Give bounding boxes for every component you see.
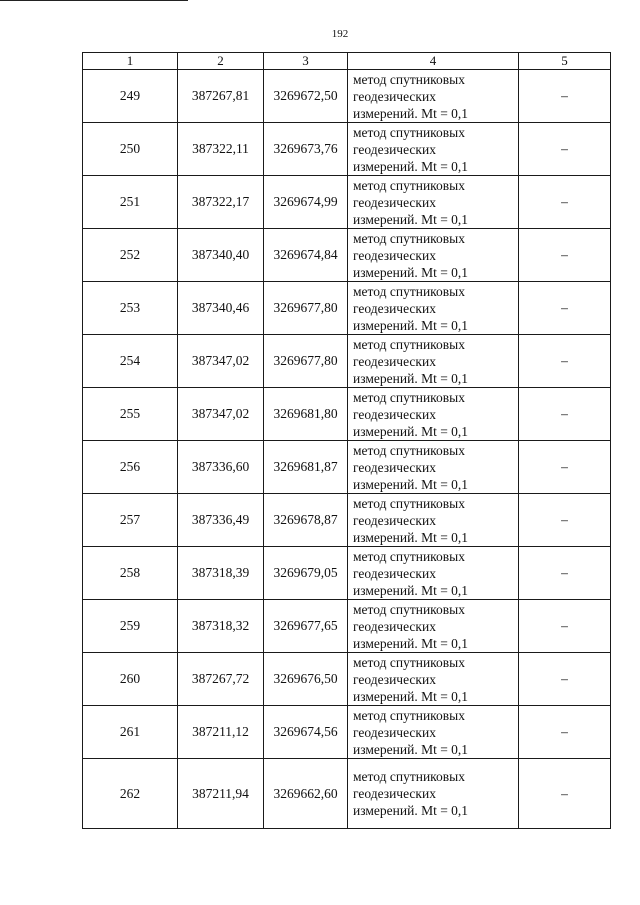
y-coordinate: 3269677,80 xyxy=(264,335,348,388)
table-row xyxy=(83,176,611,229)
point-number: 255 xyxy=(83,388,178,441)
table-row xyxy=(83,282,611,335)
method-line: метод спутниковых xyxy=(353,283,465,299)
column-header-2: 2 xyxy=(178,53,264,70)
point-number: 256 xyxy=(83,441,178,494)
method-line: метод спутниковых xyxy=(353,548,465,564)
point-number: 261 xyxy=(83,706,178,759)
x-coordinate: 387318,39 xyxy=(178,547,264,600)
header-row xyxy=(83,53,611,70)
x-coordinate: 387347,02 xyxy=(178,388,264,441)
note-cell: – xyxy=(519,547,611,600)
table-row xyxy=(83,335,611,388)
table-row xyxy=(83,441,611,494)
table-row xyxy=(83,653,611,706)
method-line: геодезических xyxy=(353,671,436,687)
method-line: геодезических xyxy=(353,618,436,634)
method-description xyxy=(348,547,519,600)
y-coordinate: 3269677,65 xyxy=(264,600,348,653)
method-description xyxy=(348,335,519,388)
method-line: геодезических xyxy=(353,194,436,210)
method-line: метод спутниковых xyxy=(353,442,465,458)
method-line: метод спутниковых xyxy=(353,177,465,193)
x-coordinate: 387340,46 xyxy=(178,282,264,335)
x-coordinate: 387340,40 xyxy=(178,229,264,282)
method-description xyxy=(348,176,519,229)
method-line: измерений. Mt = 0,1 xyxy=(353,158,469,174)
column-header-4: 4 xyxy=(348,53,519,70)
method-line: геодезических xyxy=(353,406,436,422)
x-coordinate: 387211,12 xyxy=(178,706,264,759)
method-line: метод спутниковых xyxy=(353,707,465,723)
method-description xyxy=(348,70,519,123)
point-number: 262 xyxy=(83,759,178,829)
method-line: метод спутниковых xyxy=(353,654,465,670)
note-cell: – xyxy=(519,70,611,123)
page-number: 192 xyxy=(331,28,349,40)
point-number: 254 xyxy=(83,335,178,388)
note-cell: – xyxy=(519,282,611,335)
y-coordinate: 3269681,80 xyxy=(264,388,348,441)
column-header-1: 1 xyxy=(83,53,178,70)
method-line: геодезических xyxy=(353,300,436,316)
method-line: геодезических xyxy=(353,141,436,157)
point-number: 258 xyxy=(83,547,178,600)
method-line: геодезических xyxy=(353,512,436,528)
note-cell: – xyxy=(519,600,611,653)
y-coordinate: 3269672,50 xyxy=(264,70,348,123)
y-coordinate: 3269679,05 xyxy=(264,547,348,600)
method-line: геодезических xyxy=(353,459,436,475)
method-description xyxy=(348,388,519,441)
column-header-3: 3 xyxy=(264,53,348,70)
method-description xyxy=(348,706,519,759)
note-cell: – xyxy=(519,441,611,494)
method-line: геодезических xyxy=(353,786,436,801)
point-number: 252 xyxy=(83,229,178,282)
method-description xyxy=(348,653,519,706)
point-number: 250 xyxy=(83,123,178,176)
method-line: метод спутниковых xyxy=(353,389,465,405)
method-line: измерений. Mt = 0,1 xyxy=(353,211,469,227)
note-cell: – xyxy=(519,706,611,759)
point-number: 251 xyxy=(83,176,178,229)
point-number: 249 xyxy=(83,70,178,123)
y-coordinate: 3269678,87 xyxy=(264,494,348,547)
method-line: измерений. Mt = 0,1 xyxy=(353,635,469,651)
x-coordinate: 387322,11 xyxy=(178,123,264,176)
table-body xyxy=(83,70,611,829)
note-cell: – xyxy=(519,176,611,229)
method-line: геодезических xyxy=(353,724,436,740)
method-line: метод спутниковых xyxy=(353,124,465,140)
table-row xyxy=(83,706,611,759)
y-coordinate: 3269677,80 xyxy=(264,282,348,335)
method-line: метод спутниковых xyxy=(353,230,465,246)
y-coordinate: 3269673,76 xyxy=(264,123,348,176)
table-row xyxy=(83,70,611,123)
method-description xyxy=(348,494,519,547)
note-cell: – xyxy=(519,494,611,547)
table-row xyxy=(83,123,611,176)
y-coordinate: 3269674,99 xyxy=(264,176,348,229)
table-row xyxy=(83,600,611,653)
x-coordinate: 387318,32 xyxy=(178,600,264,653)
method-line: геодезических xyxy=(353,353,436,369)
note-cell: – xyxy=(519,229,611,282)
method-line: метод спутниковых xyxy=(353,495,465,511)
note-cell: – xyxy=(519,653,611,706)
x-coordinate: 387336,49 xyxy=(178,494,264,547)
method-line: геодезических xyxy=(353,565,436,581)
x-coordinate: 387211,94 xyxy=(178,759,264,829)
method-line: измерений. Mt = 0,1 xyxy=(353,423,469,439)
method-line: метод спутниковых xyxy=(353,71,465,87)
method-line: измерений. Mt = 0,1 xyxy=(353,476,469,492)
method-line: измерений. Mt = 0,1 xyxy=(353,264,469,280)
method-description xyxy=(348,600,519,653)
point-number: 257 xyxy=(83,494,178,547)
y-coordinate: 3269674,84 xyxy=(264,229,348,282)
method-line: измерений. Mt = 0,1 xyxy=(353,582,469,598)
table-row xyxy=(83,547,611,600)
point-number: 253 xyxy=(83,282,178,335)
method-line: геодезических xyxy=(353,247,436,263)
method-description xyxy=(348,441,519,494)
table-row xyxy=(83,388,611,441)
table-row xyxy=(83,229,611,282)
note-cell: – xyxy=(519,123,611,176)
coordinates-table xyxy=(82,52,611,829)
x-coordinate: 387347,02 xyxy=(178,335,264,388)
note-cell: – xyxy=(519,335,611,388)
y-coordinate: 3269676,50 xyxy=(264,653,348,706)
table-row xyxy=(83,759,611,829)
method-line: геодезических xyxy=(353,88,436,104)
method-line: измерений. Mt = 0,1 xyxy=(353,370,469,386)
y-coordinate: 3269662,60 xyxy=(264,759,348,829)
note-cell: – xyxy=(519,759,611,829)
note-cell: – xyxy=(519,388,611,441)
y-coordinate: 3269681,87 xyxy=(264,441,348,494)
method-line: метод спутниковых xyxy=(353,336,465,352)
method-description xyxy=(348,759,519,829)
method-description xyxy=(348,282,519,335)
method-line: измерений. Mt = 0,1 xyxy=(353,529,469,545)
method-line: измерений. Mt = 0,1 xyxy=(353,803,469,818)
method-description xyxy=(348,229,519,282)
x-coordinate: 387322,17 xyxy=(178,176,264,229)
method-line: метод спутниковых xyxy=(353,769,465,784)
table-row xyxy=(83,494,611,547)
column-header-5: 5 xyxy=(519,53,611,70)
x-coordinate: 387336,60 xyxy=(178,441,264,494)
point-number: 259 xyxy=(83,600,178,653)
method-line: измерений. Mt = 0,1 xyxy=(353,688,469,704)
method-description xyxy=(348,123,519,176)
y-coordinate: 3269674,56 xyxy=(264,706,348,759)
point-number: 260 xyxy=(83,653,178,706)
method-line: метод спутниковых xyxy=(353,601,465,617)
method-line: измерений. Mt = 0,1 xyxy=(353,741,469,757)
method-line: измерений. Mt = 0,1 xyxy=(353,317,469,333)
x-coordinate: 387267,72 xyxy=(178,653,264,706)
header-rule xyxy=(0,0,188,1)
method-line: измерений. Mt = 0,1 xyxy=(353,105,469,121)
x-coordinate: 387267,81 xyxy=(178,70,264,123)
